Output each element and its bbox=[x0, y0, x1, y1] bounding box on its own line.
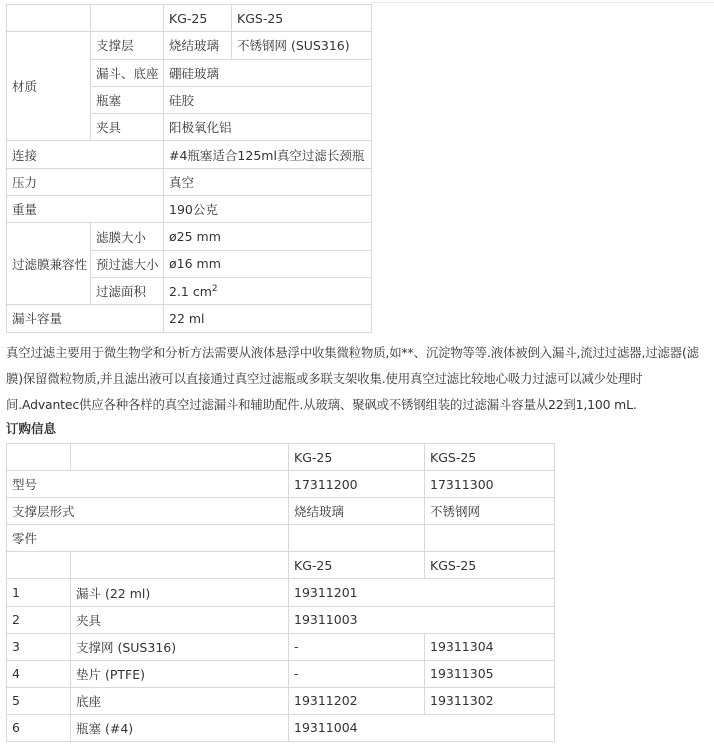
part-code-kg: 19311202 bbox=[289, 687, 425, 714]
part-code-kg: - bbox=[289, 633, 425, 660]
parts-header-empty-2 bbox=[71, 552, 289, 579]
part-number: 1 bbox=[7, 579, 71, 606]
part-name: 漏斗 (22 ml) bbox=[71, 579, 289, 606]
support-layer-kgs: 不锈钢网 (SUS316) bbox=[232, 32, 372, 59]
order-parts-header-row bbox=[7, 552, 555, 579]
order-header-kg25: KG-25 bbox=[289, 444, 425, 471]
connection-label: 连接 bbox=[7, 141, 164, 168]
prefilter-size-label: 预过滤大小 bbox=[91, 250, 164, 277]
parts-label-empty-1 bbox=[289, 525, 425, 552]
table-row bbox=[7, 606, 555, 633]
parts-header-kgs25: KGS-25 bbox=[425, 552, 555, 579]
filter-area-number: 2.1 cm bbox=[169, 283, 212, 299]
part-code-kgs: 19311305 bbox=[425, 660, 555, 687]
material-label: 材质 bbox=[7, 32, 91, 141]
funnel-base-value: 硼硅玻璃 bbox=[164, 59, 372, 86]
part-number: 3 bbox=[7, 633, 71, 660]
spec-row-weight bbox=[7, 196, 372, 223]
part-number: 5 bbox=[7, 687, 71, 714]
part-code-kg: - bbox=[289, 660, 425, 687]
support-layer-kg: 烧结玻璃 bbox=[164, 32, 232, 59]
part-number: 4 bbox=[7, 660, 71, 687]
order-header-empty-2 bbox=[71, 444, 289, 471]
filter-area-label: 过滤面积 bbox=[91, 277, 164, 304]
top-divider bbox=[371, 2, 714, 3]
spec-row-connection bbox=[7, 141, 372, 168]
part-code-shared: 19311004 bbox=[289, 714, 555, 741]
part-number: 6 bbox=[7, 714, 71, 741]
prefilter-size-value: ø16 mm bbox=[164, 250, 372, 277]
order-row-parts-label bbox=[7, 525, 555, 552]
table-row bbox=[7, 633, 555, 660]
spec-row-capacity bbox=[7, 305, 372, 332]
support-type-label: 支撑层形式 bbox=[7, 498, 289, 525]
table-row bbox=[7, 660, 555, 687]
filter-area-value bbox=[164, 277, 372, 304]
description-paragraph: 真空过滤主要用于微生物学和分析方法需要从液体悬浮中收集微粒物质,如**、沉淀物等等.液体被倒入漏斗,流过过滤器,过滤器(滤膜)保留微粒物质,并且滤出液可以直接通过真空过滤瓶或多联支架收集.使用真空过滤比较地心吸力过滤可以减少处理时间.Advantec供应各种各样的真空过滤漏斗和辅助配件.从玻璃、聚砜或不锈钢组装的过滤漏斗容量从22到1,100 mL. bbox=[6, 345, 699, 412]
spec-header-empty-1 bbox=[7, 5, 91, 32]
clamp-value: 阳极氧化铝 bbox=[164, 114, 372, 141]
clamp-label: 夹具 bbox=[91, 114, 164, 141]
part-name: 垫片 (PTFE) bbox=[71, 660, 289, 687]
parts-label-empty-2 bbox=[425, 525, 555, 552]
membrane-size-value: ø25 mm bbox=[164, 223, 372, 250]
weight-label: 重量 bbox=[7, 196, 164, 223]
part-name: 瓶塞 (#4) bbox=[71, 714, 289, 741]
model-kgs: 17311300 bbox=[425, 471, 555, 498]
part-name: 夹具 bbox=[71, 606, 289, 633]
part-code-kgs: 19311302 bbox=[425, 687, 555, 714]
support-type-kgs: 不锈钢网 bbox=[425, 498, 555, 525]
support-layer-label: 支撑层 bbox=[91, 32, 164, 59]
spec-header-kg25: KG-25 bbox=[164, 5, 232, 32]
part-code-shared: 19311201 bbox=[289, 579, 555, 606]
parts-label: 零件 bbox=[7, 525, 289, 552]
filter-area-unit-exponent: 2 bbox=[211, 283, 218, 294]
order-row-model bbox=[7, 471, 555, 498]
stopper-value: 硅胶 bbox=[164, 86, 372, 113]
parts-header-empty-1 bbox=[7, 552, 71, 579]
funnel-base-label: 漏斗、底座 bbox=[91, 59, 164, 86]
capacity-value: 22 ml bbox=[164, 305, 372, 332]
order-info-heading: 订购信息 bbox=[6, 421, 57, 436]
part-name: 底座 bbox=[71, 687, 289, 714]
part-code-shared: 19311003 bbox=[289, 606, 555, 633]
spec-row-support bbox=[7, 32, 372, 59]
spec-header-kgs25: KGS-25 bbox=[232, 5, 372, 32]
order-header-row bbox=[7, 444, 555, 471]
order-header-kgs25: KGS-25 bbox=[425, 444, 555, 471]
order-table bbox=[6, 443, 555, 742]
membrane-size-label: 滤膜大小 bbox=[91, 223, 164, 250]
parts-header-kg25: KG-25 bbox=[289, 552, 425, 579]
spec-header-empty-2 bbox=[91, 5, 164, 32]
capacity-label: 漏斗容量 bbox=[7, 305, 164, 332]
spec-row-membrane-size bbox=[7, 223, 372, 250]
compat-label: 过滤膜兼容性 bbox=[7, 223, 91, 305]
pressure-value: 真空 bbox=[164, 168, 372, 195]
pressure-label: 压力 bbox=[7, 168, 164, 195]
spec-row-pressure bbox=[7, 168, 372, 195]
order-header-empty-1 bbox=[7, 444, 71, 471]
table-row bbox=[7, 579, 555, 606]
part-number: 2 bbox=[7, 606, 71, 633]
order-row-support-type bbox=[7, 498, 555, 525]
spec-table bbox=[6, 4, 372, 333]
weight-value: 190公克 bbox=[164, 196, 372, 223]
part-code-kgs: 19311304 bbox=[425, 633, 555, 660]
support-type-kg: 烧结玻璃 bbox=[289, 498, 425, 525]
spec-header-row bbox=[7, 5, 372, 32]
connection-value: #4瓶塞适合125ml真空过滤长颈瓶 bbox=[164, 141, 372, 168]
table-row bbox=[7, 714, 555, 741]
model-label: 型号 bbox=[7, 471, 289, 498]
model-kg: 17311200 bbox=[289, 471, 425, 498]
table-row bbox=[7, 687, 555, 714]
part-name: 支撑网 (SUS316) bbox=[71, 633, 289, 660]
stopper-label: 瓶塞 bbox=[91, 86, 164, 113]
